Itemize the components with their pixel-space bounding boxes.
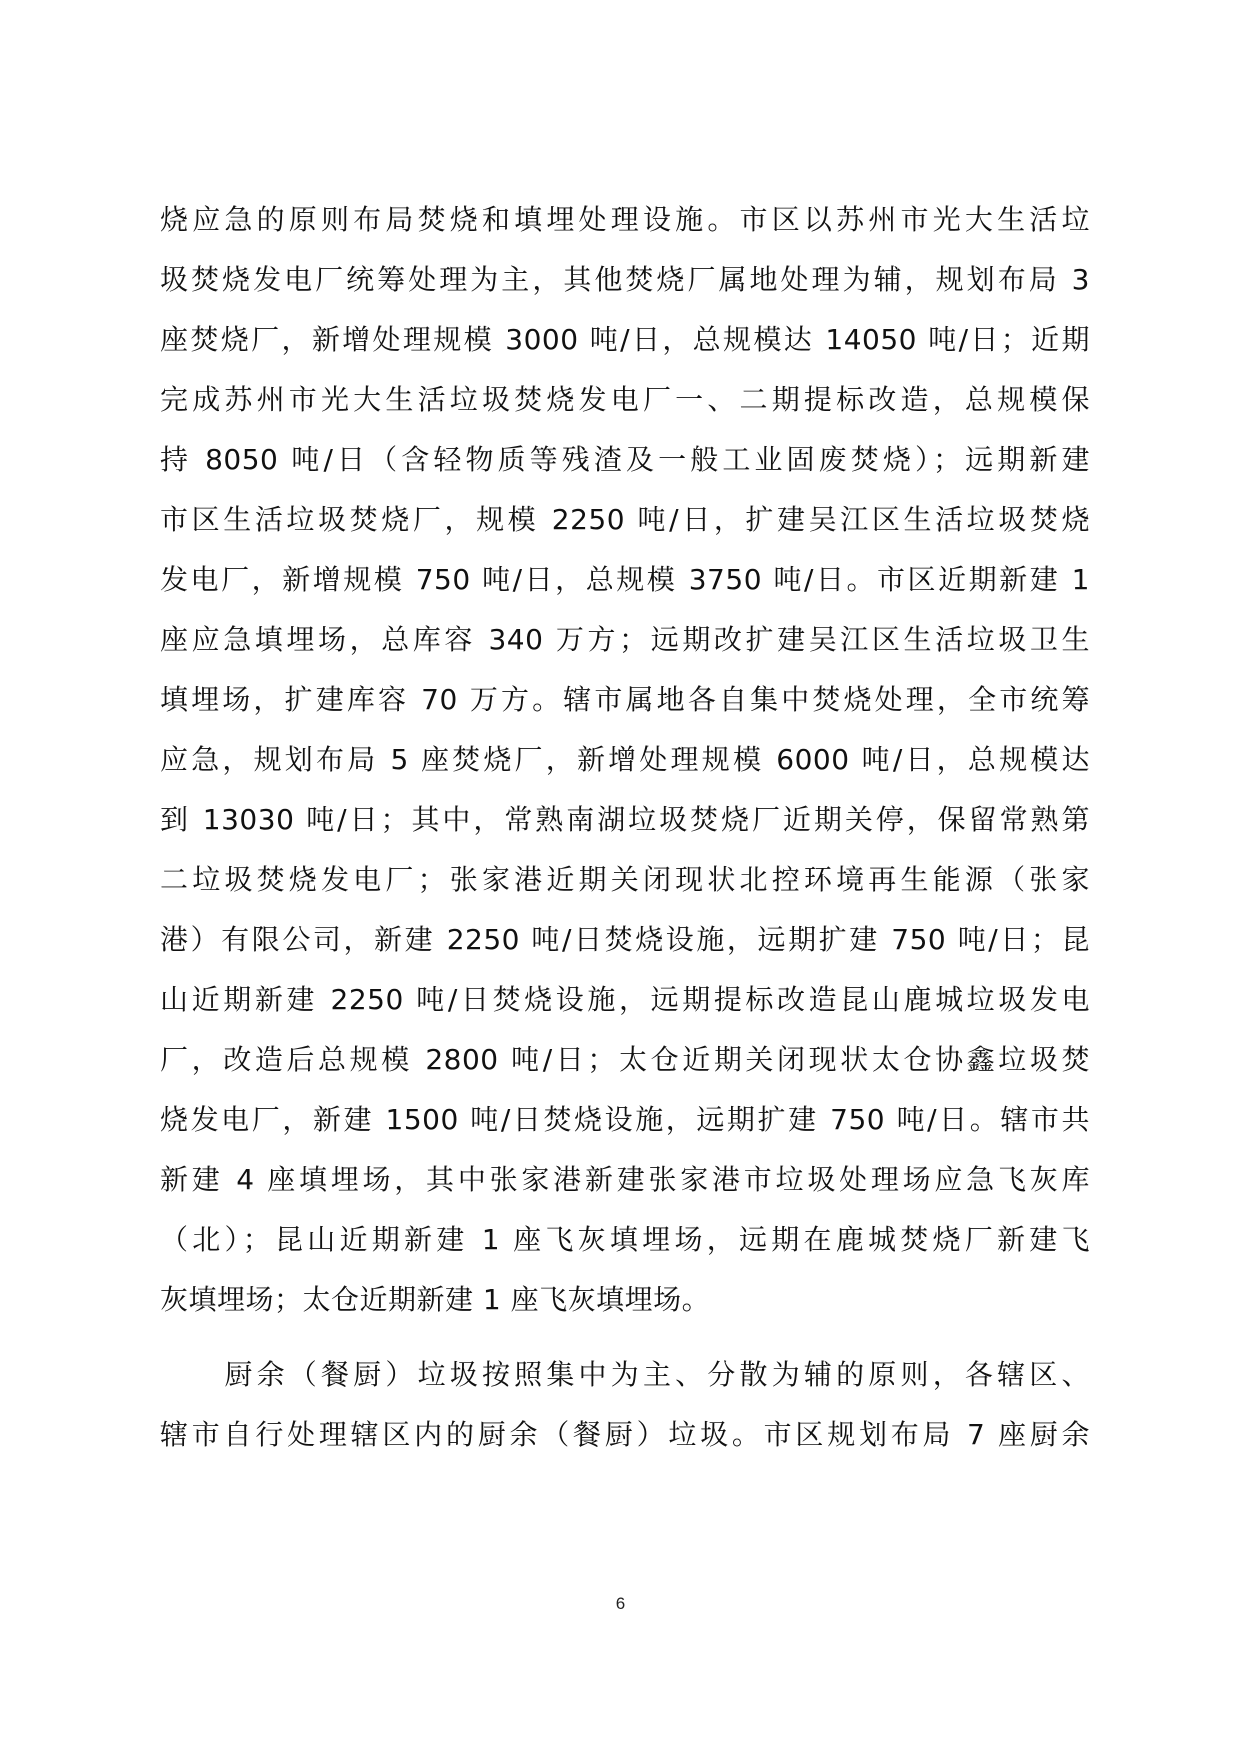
text-line: 烧发电厂，新建 1500 吨/日焚烧设施，远期扩建 750 吨/日。辖市共 [160, 1103, 1090, 1136]
paragraph-2 [160, 1345, 1090, 1465]
text-line: 辖市自行处理辖区内的厨余（餐厨）垃圾。市区规划布局 7 座厨余 [160, 1418, 1090, 1451]
text-line: 座焚烧厂，新增处理规模 3000 吨/日，总规模达 14050 吨/日；近期 [160, 323, 1090, 356]
text-line: 山近期新建 2250 吨/日焚烧设施，远期提标改造昆山鹿城垃圾发电 [160, 983, 1090, 1016]
text-line: 二垃圾焚烧发电厂；张家港近期关闭现状北控环境再生能源（张家 [160, 863, 1090, 896]
text-line: 到 13030 吨/日；其中，常熟南湖垃圾焚烧厂近期关停，保留常熟第 [160, 803, 1090, 836]
text-line: 港）有限公司，新建 2250 吨/日焚烧设施，远期扩建 750 吨/日；昆 [160, 923, 1090, 956]
paragraph-1 [160, 190, 1090, 1330]
text-line: 发电厂，新增规模 750 吨/日，总规模 3750 吨/日。市区近期新建 1 [160, 563, 1090, 596]
text-line: 厂，改造后总规模 2800 吨/日；太仓近期关闭现状太仓协鑫垃圾焚 [160, 1043, 1090, 1076]
text-line: 厨余（餐厨）垃圾按照集中为主、分散为辅的原则，各辖区、 [160, 1358, 1090, 1391]
text-line: 持 8050 吨/日（含轻物质等残渣及一般工业固废焚烧）；远期新建 [160, 443, 1090, 476]
paragraph-gap [160, 1330, 1090, 1345]
text-line: （北）；昆山近期新建 1 座飞灰填埋场，远期在鹿城焚烧厂新建飞 [160, 1223, 1090, 1256]
text-line: 填埋场，扩建库容 70 万方。辖市属地各自集中焚烧处理，全市统筹 [160, 683, 1090, 716]
text-line: 灰填埋场；太仓近期新建 1 座飞灰填埋场。 [160, 1283, 711, 1316]
text-line: 烧应急的原则布局焚烧和填埋处理设施。市区以苏州市光大生活垃 [160, 203, 1090, 236]
text-line: 应急，规划布局 5 座焚烧厂，新增处理规模 6000 吨/日，总规模达 [160, 743, 1090, 776]
body-text [160, 190, 1090, 1465]
page-number: 6 [615, 1594, 626, 1613]
text-line: 座应急填埋场，总库容 340 万方；远期改扩建吴江区生活垃圾卫生 [160, 623, 1090, 656]
text-line: 圾焚烧发电厂统筹处理为主，其他焚烧厂属地处理为辅，规划布局 3 [160, 263, 1090, 296]
text-line: 市区生活垃圾焚烧厂，规模 2250 吨/日，扩建吴江区生活垃圾焚烧 [160, 503, 1090, 536]
text-line: 新建 4 座填埋场，其中张家港新建张家港市垃圾处理场应急飞灰库 [160, 1163, 1090, 1196]
text-line: 完成苏州市光大生活垃圾焚烧发电厂一、二期提标改造，总规模保 [160, 383, 1090, 416]
